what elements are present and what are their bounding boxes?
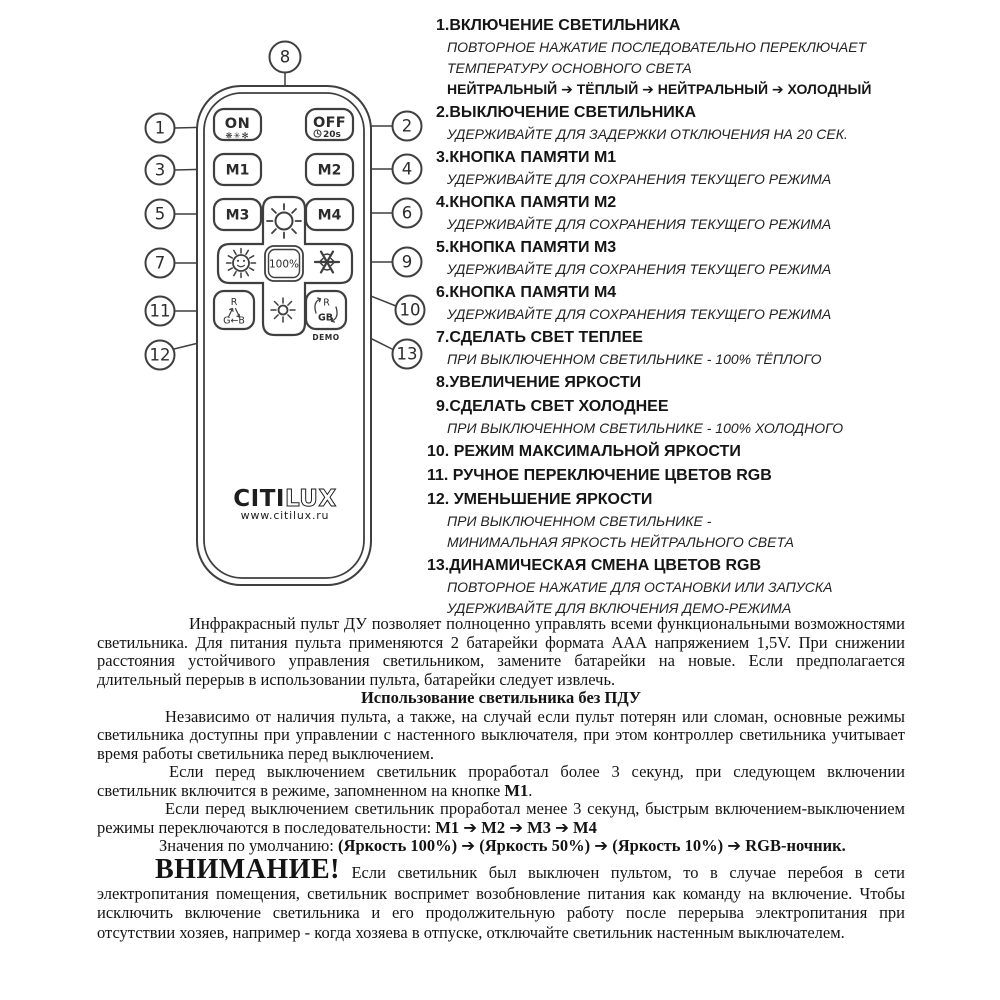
callout-5: 5 bbox=[154, 204, 166, 224]
rgb-r-label: R bbox=[230, 297, 238, 308]
function-item-7 bbox=[436, 327, 898, 370]
function-title: 1.ВКЛЮЧЕНИЕ СВЕТИЛЬНИКА bbox=[436, 17, 681, 34]
function-item-13 bbox=[427, 555, 898, 619]
function-item-5 bbox=[436, 237, 898, 280]
function-note: МИНИМАЛЬНАЯ ЯРКОСТЬ НЕЙТРАЛЬНОГО СВЕТА bbox=[447, 534, 794, 550]
function-title: 7.СДЕЛАТЬ СВЕТ ТЕПЛЕЕ bbox=[436, 329, 643, 346]
m4-button-label: M4 bbox=[317, 207, 342, 224]
function-title: 4.КНОПКА ПАМЯТИ М2 bbox=[436, 194, 617, 211]
callout-9: 9 bbox=[401, 252, 413, 272]
function-note: УДЕРЖИВАЙТЕ ДЛЯ СОХРАНЕНИЯ ТЕКУЩЕГО РЕЖИМА bbox=[447, 216, 832, 232]
function-item-8 bbox=[436, 372, 898, 394]
function-item-2 bbox=[436, 102, 898, 145]
function-title: 13.ДИНАМИЧЕСКАЯ СМЕНА ЦВЕТОВ RGB bbox=[427, 557, 761, 574]
function-note: УДЕРЖИВАЙТЕ ДЛЯ СОХРАНЕНИЯ ТЕКУЩЕГО РЕЖИМА bbox=[447, 306, 832, 322]
on-stars-icon: ❋✳✻ bbox=[225, 131, 250, 142]
function-title: 12. УМЕНЬШЕНИЕ ЯРКОСТИ bbox=[427, 491, 653, 508]
m3-button-label: M3 bbox=[225, 207, 250, 224]
warning-paragraph bbox=[97, 853, 905, 943]
function-item-11 bbox=[427, 465, 898, 487]
paragraph-defaults: Значения по умолчанию: (Яркость 100%) ➔ (Яркость 50%) ➔ (Яркость 10%) ➔ RGB-ночник. bbox=[159, 836, 846, 855]
paragraph-intro: Инфракрасный пульт ДУ позволяет полноценно управлять всеми функциональными возможностями светильника. Для питания пульта применяются 2 батарейки формата ААА напряжением 1,5V. При снижении расстояния устойчивого управления светильником, замените батарейки на новые. Если предполагается длительный перерыв в использовании пульта, батарейки следует извлечь. bbox=[97, 614, 905, 689]
demo-r-label: R bbox=[323, 297, 330, 309]
function-note: ПРИ ВЫКЛЮЧЕННОМ СВЕТИЛЬНИКЕ - 100% ТЁПЛОГО bbox=[447, 351, 822, 367]
rgb-gb-label: G←B bbox=[223, 315, 245, 327]
m1-ref: М1 bbox=[504, 780, 529, 800]
function-note: ПРИ ВЫКЛЮЧЕННОМ СВЕТИЛЬНИКЕ - 100% ХОЛОДНОГО bbox=[447, 420, 844, 436]
callout-8: 8 bbox=[279, 47, 291, 67]
paragraph-less-3s: Если перед выключением светильник проработал менее 3 секунд, быстрым включением-выключением режимы переключаются в последовательности: М1 ➔ М2 ➔ М3 ➔ М4 bbox=[97, 799, 905, 837]
demo-caption: DEMO bbox=[312, 333, 340, 342]
function-title: 11. РУЧНОЕ ПЕРЕКЛЮЧЕНИЕ ЦВЕТОВ RGB bbox=[427, 467, 772, 484]
function-note: УДЕРЖИВАЙТЕ ДЛЯ ВКЛЮЧЕНИЯ ДЕМО-РЕЖИМА bbox=[447, 600, 792, 616]
mode-sequence: М1 ➔ М2 ➔ М3 ➔ М4 bbox=[435, 817, 597, 837]
function-sequence: НЕЙТРАЛЬНЫЙ ➔ ТЁПЛЫЙ ➔ НЕЙТРАЛЬНЫЙ ➔ ХОЛОДНЫЙ bbox=[447, 81, 872, 97]
callout-7: 7 bbox=[154, 253, 166, 273]
callout-6: 6 bbox=[401, 203, 413, 223]
callout-1: 1 bbox=[154, 118, 166, 138]
function-item-4 bbox=[436, 192, 898, 235]
demo-gb-label: GB bbox=[317, 312, 334, 324]
m1-button-label: M1 bbox=[225, 162, 250, 179]
function-title: 8.УВЕЛИЧЕНИЕ ЯРКОСТИ bbox=[436, 374, 642, 391]
function-title: 3.КНОПКА ПАМЯТИ М1 bbox=[436, 149, 617, 166]
function-item-6 bbox=[436, 282, 898, 325]
function-note: УДЕРЖИВАЙТЕ ДЛЯ СОХРАНЕНИЯ ТЕКУЩЕГО РЕЖИМА bbox=[447, 171, 832, 187]
callout-4: 4 bbox=[401, 159, 413, 179]
manual-text bbox=[97, 615, 905, 942]
function-title: 6.КНОПКА ПАМЯТИ М4 bbox=[436, 284, 617, 301]
paragraph-more-3s: Если перед выключением светильник проработал более 3 секунд, при следующем включении светильник включится в режиме, запомненном на кнопке М1. bbox=[97, 762, 905, 800]
callout-12: 12 bbox=[149, 345, 171, 365]
function-title: 10. РЕЖИМ МАКСИМАЛЬНОЙ ЯРКОСТИ bbox=[427, 443, 741, 460]
function-note: ТЕМПЕРАТУРУ ОСНОВНОГО СВЕТА bbox=[447, 60, 692, 76]
off-timer-label: 20s bbox=[323, 130, 341, 140]
function-item-10 bbox=[427, 441, 898, 463]
function-note: УДЕРЖИВАЙТЕ ДЛЯ СОХРАНЕНИЯ ТЕКУЩЕГО РЕЖИМА bbox=[447, 261, 832, 277]
remote-diagram bbox=[130, 30, 430, 622]
callout-3: 3 bbox=[154, 160, 166, 180]
function-note: ПОВТОРНОЕ НАЖАТИЕ ПОСЛЕДОВАТЕЛЬНО ПЕРЕКЛЮЧАЕТ bbox=[447, 39, 867, 55]
callout-13: 13 bbox=[396, 344, 418, 364]
function-item-3 bbox=[436, 147, 898, 190]
function-title: 2.ВЫКЛЮЧЕНИЕ СВЕТИЛЬНИКА bbox=[436, 104, 697, 121]
section-header: Использование светильника без ПДУ bbox=[360, 688, 642, 707]
citilux-logo: CITILUX bbox=[233, 486, 337, 512]
callout-11: 11 bbox=[149, 301, 171, 321]
on-button-label: ON bbox=[224, 116, 251, 132]
warning-text: Если светильник был выключен пультом, то в случае перебоя в сети электропитания помещения, светильник воспримет возобновление питания как команду на включение. Чтобы исключить включение светильника и его продолжительную работу после перерыва электропитания при отсутствии хозяев, например - когда хозяева в отпуске, отключайте светильник настенным выключателем. bbox=[97, 862, 905, 942]
function-item-1 bbox=[436, 15, 898, 100]
paragraph-wall-switch: Независимо от наличия пульта, а также, на случай если пульт потерян или сломан, основные режимы светильника доступны при управлении с настенного выключателя, при этом контроллер светильника учитывает время работы светильника перед выключением. bbox=[97, 706, 905, 763]
warning-title: ВНИМАНИЕ! bbox=[155, 853, 340, 885]
off-button-label: OFF bbox=[312, 115, 347, 131]
function-note: ПОВТОРНОЕ НАЖАТИЕ ДЛЯ ОСТАНОВКИ ИЛИ ЗАПУСКА bbox=[447, 579, 833, 595]
max-brightness-label: 100% bbox=[268, 258, 300, 271]
function-item-12 bbox=[427, 489, 898, 553]
function-item-9 bbox=[436, 396, 898, 439]
default-sequence: (Яркость 100%) ➔ (Яркость 50%) ➔ (Яркость 10%) ➔ RGB-ночник. bbox=[338, 836, 846, 855]
function-title: 9.СДЕЛАТЬ СВЕТ ХОЛОДНЕЕ bbox=[436, 398, 669, 415]
m2-button-label: M2 bbox=[317, 162, 342, 179]
callout-2: 2 bbox=[401, 116, 413, 136]
citilux-website: www.citilux.ru bbox=[240, 509, 330, 522]
function-note: УДЕРЖИВАЙТЕ ДЛЯ ЗАДЕРЖКИ ОТКЛЮЧЕНИЯ НА 20 СЕК. bbox=[447, 126, 848, 142]
function-title: 5.КНОПКА ПАМЯТИ М3 bbox=[436, 239, 617, 256]
function-note: ПРИ ВЫКЛЮЧЕННОМ СВЕТИЛЬНИКЕ - bbox=[447, 513, 712, 529]
callout-10: 10 bbox=[399, 300, 421, 320]
function-list bbox=[427, 13, 898, 619]
